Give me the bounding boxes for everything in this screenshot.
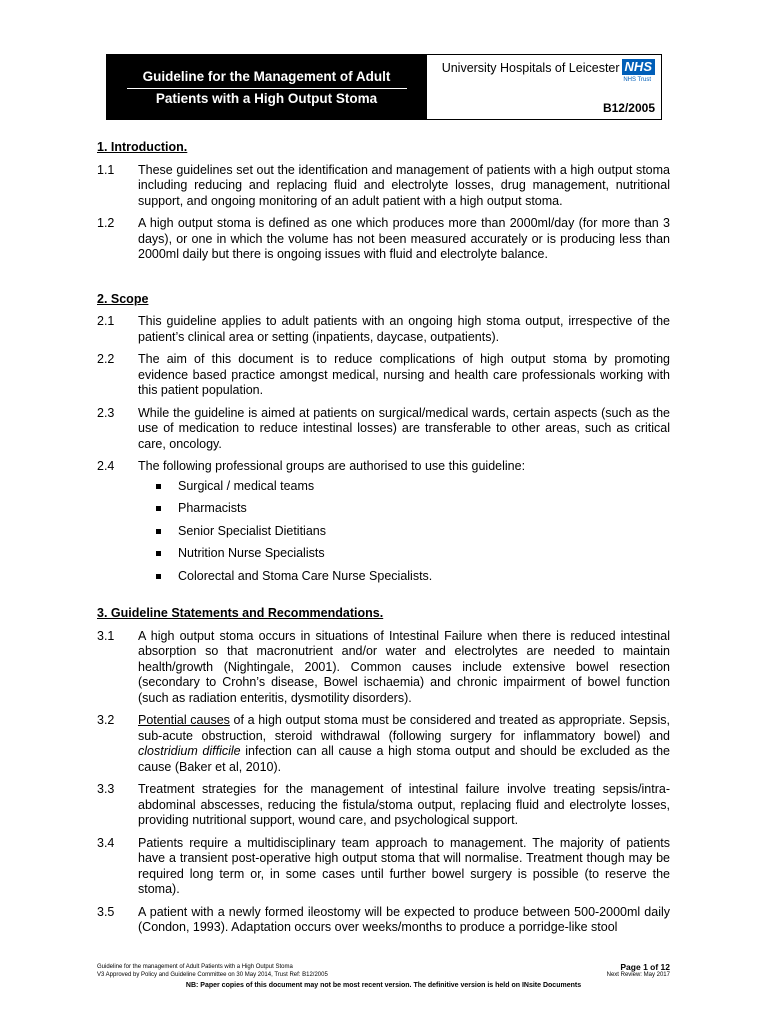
section-title-statements: 3. Guideline Statements and Recommendations. — [97, 606, 384, 620]
document-reference: B12/2005 — [602, 101, 655, 115]
list-item-text: Nutrition Nurse Specialists — [178, 546, 325, 560]
paragraph-2-1 — [97, 314, 670, 345]
paragraph-text: A high output stoma is defined as one which produces more than 2000ml/day (for more than 3 days), or one in which the volume has not been measured accurately or is producing less than 2000ml daily but there is ongoing issues with fluid and electrolyte balance. — [138, 216, 670, 261]
bullet-square-icon — [156, 529, 161, 534]
paragraph-text-segment: infection can all cause a high stoma output and should be excluded as the cause (Baker et al, 2010). — [138, 744, 671, 774]
paragraph-3-3 — [97, 782, 670, 829]
paragraph-text: A high output stoma occurs in situations of Intestinal Failure when there is reduced intestinal absorption so that macronutrient and/or water and electrolytes are needed to maintain health/growth (Nightingale, 2001). Common causes include extensive bowel resection (secondary to Crohn’s disease, Bowel ischaemia) and chronic impairment of bowel function (such as radiation enteritis, dysmotility disorders). — [138, 628, 670, 705]
bullet-square-icon — [156, 574, 161, 579]
organisation-name: University Hospitals of Leicester — [441, 61, 620, 75]
nhs-logo: NHS — [622, 59, 655, 75]
paragraph-text: The aim of this document is to reduce complications of high output stoma by promoting evidence based practice amongst medical, nursing and health care professionals working with this patient population. — [138, 352, 670, 397]
next-review-date: Next Review: May 2017 — [606, 972, 670, 978]
list-item — [156, 569, 670, 585]
potential-causes-link[interactable]: Potential causes — [138, 713, 230, 727]
paragraph-number: 1.1 — [97, 162, 115, 177]
document-title-block — [107, 55, 426, 119]
nhs-trust-label: NHS Trust — [623, 77, 651, 83]
footer-document-title: Guideline for the management of Adult Patients with a High Output Stoma — [97, 964, 293, 970]
organisation-logo — [442, 59, 655, 75]
paragraph-number: 1.2 — [97, 216, 115, 230]
paragraph-text — [138, 713, 670, 775]
paragraph-number: 3.1 — [97, 628, 115, 643]
paragraph-2-2 — [97, 352, 670, 399]
paragraph-number: 2.1 — [97, 314, 115, 328]
paragraph-3-5 — [97, 905, 670, 936]
list-item — [156, 546, 670, 562]
list-item-text: Pharmacists — [178, 501, 247, 515]
paragraph-text: The following professional groups are authorised to use this guideline: — [138, 459, 526, 473]
paragraph-number: 3.2 — [97, 713, 115, 727]
paragraph-number: 3.5 — [97, 904, 115, 919]
paragraph-number: 2.4 — [97, 459, 115, 473]
list-item-text: Surgical / medical teams — [178, 478, 315, 493]
footer-approval-info: V3 Approved by Policy and Guideline Committee on 30 May 2014, Trust Ref: B12/2005 — [97, 972, 328, 978]
paragraph-2-3 — [97, 406, 670, 453]
paragraph-3-1 — [97, 629, 670, 707]
document-header — [106, 54, 662, 120]
document-footer — [97, 963, 670, 990]
paragraph-text: These guidelines set out the identification and management of patients with a high output stoma including reducing and replacing fluid and electrolyte losses, drug management, nutritional support, and ongoing monitoring of an adult patient with a high output stoma. — [138, 162, 670, 208]
paragraph-number: 3.4 — [97, 835, 115, 850]
paragraph-2-4 — [97, 459, 670, 475]
section-title-introduction: 1. Introduction. — [97, 140, 188, 154]
paragraph-text: Patients require a multidisciplinary team approach to management. The majority of patients have a transient post-operative high output stoma that will normalise. Treatment though may be required long term or, in some cases until further bowel surgery is possible (to reserve the stoma). — [138, 835, 670, 896]
paragraph-number: 2.2 — [97, 352, 115, 366]
bullet-square-icon — [156, 484, 161, 489]
paragraph-3-4 — [97, 836, 670, 898]
paragraph-1-2 — [97, 216, 670, 263]
title-divider — [127, 88, 407, 89]
paragraph-number: 3.3 — [97, 782, 115, 796]
page-number: Page 1 of 12 — [620, 962, 670, 972]
paper-copy-notice: NB: Paper copies of this document may not be most recent version. The definitive version is held on INsite Documents — [185, 982, 582, 989]
title-line-2: Patients with a High Output Stoma — [155, 90, 378, 106]
section-title-scope: 2. Scope — [97, 291, 149, 306]
paragraph-text-segment: of a high output stoma must be considered and treated as appropriate. Sepsis, sub-acute obstruction, steroid withdrawal (following surgery for inflammatory bowel) and — [138, 713, 670, 743]
list-item — [156, 501, 670, 517]
list-item-text: Senior Specialist Dietitians — [178, 523, 326, 538]
professional-groups-list — [97, 479, 670, 585]
title-line-1: Guideline for the Management of Adult — [142, 68, 391, 84]
paragraph-text: While the guideline is aimed at patients on surgical/medical wards, certain aspects (such as the use of medication to reduce intestinal losses) are transferable to other areas, such as critical care, oncology. — [138, 405, 670, 451]
italic-term: clostridium difficile — [138, 744, 241, 758]
paragraph-1-1 — [97, 163, 670, 210]
paragraph-text: A patient with a newly formed ileostomy will be expected to produce between 500-2000ml daily (Condon, 1993). Adaptation occurs over weeks/months to produce a porridge-like stool — [138, 904, 670, 934]
list-item — [156, 479, 670, 495]
document-body — [97, 140, 670, 936]
bullet-square-icon — [156, 551, 161, 556]
organisation-block — [426, 55, 661, 119]
paragraph-text: Treatment strategies for the management of intestinal failure involve treating sepsis/intra-abdominal abscesses, reducing the fistula/stoma output, replacing fluid and electrolyte losses, providing nutritional support, wound care, and psychological support. — [138, 782, 670, 827]
list-item-text: Colorectal and Stoma Care Nurse Specialists. — [178, 568, 433, 583]
paragraph-3-2 — [97, 713, 670, 775]
paragraph-number: 2.3 — [97, 405, 115, 420]
paragraph-text: This guideline applies to adult patients with an ongoing high stoma output, irrespective of the patient’s clinical area or setting (inpatients, daycase, outpatients). — [138, 314, 670, 344]
bullet-square-icon — [156, 506, 161, 511]
list-item — [156, 524, 670, 540]
